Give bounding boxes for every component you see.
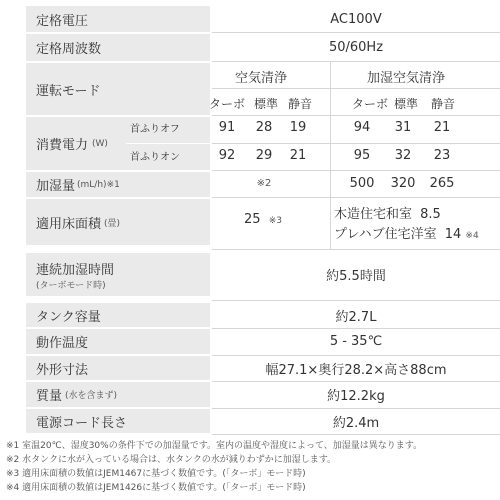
- label-humidification: 加湿量: [36, 179, 76, 194]
- power-on-air-turbo: 92: [218, 148, 236, 163]
- humidification-turbo: 500: [349, 176, 375, 191]
- label-operation-mode: 運転モード: [36, 83, 101, 99]
- value-rated-voltage: AC100V: [330, 11, 382, 27]
- header-cord: [26, 409, 210, 433]
- divider: [212, 143, 500, 144]
- power-off-humid-turbo: 94: [353, 120, 371, 135]
- power-on-air-quiet: 21: [289, 148, 307, 163]
- label-mass-sub: (水を含まず): [65, 391, 118, 401]
- value-cord: 約2.4m: [332, 415, 380, 431]
- value-temperature: 5 - 35℃: [329, 334, 383, 349]
- label-floor-area: 適用床面積: [36, 216, 102, 232]
- power-on-air-standard: 29: [255, 148, 273, 163]
- label-rated-frequency: 定格周波数: [36, 42, 102, 57]
- label-humidification-note: ※1: [106, 179, 120, 190]
- footnote-2: ※2 水タンクに水が入っている場合は、水タンクの水が減りわずかに加湿します。: [6, 455, 337, 465]
- floor-area-air-value: 25: [244, 212, 261, 227]
- divider: [330, 62, 331, 249]
- label-swing-off: 首ふりオフ: [130, 124, 180, 135]
- value-continuous: 約5.5時間: [326, 269, 386, 284]
- label-tank: タンク容量: [36, 309, 101, 325]
- humidification-standard: 320: [390, 176, 416, 191]
- header-operation-mode: [26, 63, 210, 115]
- mode-air-quiet: 静音: [287, 97, 313, 111]
- humidification-quiet: 265: [429, 176, 455, 191]
- mode-air-standard: 標準: [253, 97, 279, 111]
- label-power: 消費電力: [36, 138, 89, 153]
- divider: [212, 61, 500, 62]
- label-swing-on: 首ふりオン: [130, 152, 180, 163]
- floor-area-prefab-text: プレハブ住宅洋室: [334, 227, 437, 242]
- power-off-air-standard: 28: [255, 120, 273, 135]
- power-off-air-turbo: 91: [218, 120, 236, 135]
- header-temperature: [26, 329, 210, 354]
- floor-area-wood-value: 8.5: [420, 207, 441, 222]
- header-continuous: [26, 253, 210, 296]
- header-rated-frequency: [26, 34, 210, 61]
- header-humidification: [26, 172, 210, 197]
- label-dimensions: 外形寸法: [36, 362, 89, 378]
- mode-group-air: 空気清浄: [234, 71, 288, 86]
- label-temperature: 動作温度: [36, 336, 89, 351]
- floor-area-air: [244, 212, 282, 227]
- header-tank: [26, 303, 210, 327]
- label-cord: 電源コード長さ: [36, 415, 128, 431]
- divider: [212, 170, 500, 171]
- mode-group-humid: 加湿空気清浄: [366, 71, 446, 86]
- label-rated-voltage: 定格電圧: [36, 13, 89, 29]
- power-off-air-quiet: 19: [289, 120, 307, 135]
- floor-area-humid-prefab: [334, 223, 479, 242]
- label-power-unit: (W): [92, 138, 108, 149]
- footnote-4: ※4 適用床面積の数値はJEM1426に基づく数値です。(「ターボ」モード時): [6, 483, 306, 493]
- divider: [212, 88, 500, 89]
- power-off-humid-quiet: 21: [433, 120, 451, 135]
- humidification-air-value: ※2: [256, 178, 272, 189]
- divider: [212, 355, 500, 356]
- label-mass: 質量: [36, 389, 63, 404]
- power-on-humid-quiet: 23: [433, 148, 451, 163]
- divider: [212, 249, 500, 250]
- divider: [212, 197, 500, 198]
- divider: [212, 328, 500, 329]
- header-floor-area: [26, 199, 210, 245]
- mode-humid-standard: 標準: [393, 97, 419, 111]
- floor-area-prefab-value: 14: [444, 227, 462, 242]
- mode-humid-turbo: ターボ: [351, 97, 389, 111]
- footnote-3: ※3 適用床面積の数値はJEM1467に基づく数値です。(「ターボ」モード時): [6, 469, 306, 479]
- value-mass: 約12.2kg: [327, 389, 385, 404]
- value-rated-frequency: 50/60Hz: [328, 40, 384, 55]
- mode-air-turbo: ターボ: [208, 97, 246, 111]
- divider: [212, 434, 500, 435]
- header-dimensions: [26, 356, 210, 380]
- divider: [212, 115, 500, 116]
- floor-area-prefab-note: ※4: [465, 231, 479, 241]
- label-floor-area-unit: (畳): [104, 218, 121, 229]
- divider: [212, 32, 500, 33]
- divider: [212, 300, 500, 301]
- mode-humid-quiet: 静音: [430, 97, 456, 111]
- divider: [212, 408, 500, 409]
- header-rated-voltage: [26, 6, 210, 32]
- divider: [126, 143, 210, 144]
- label-humidification-unit: (mL/h): [77, 179, 107, 190]
- floor-area-air-note: ※3: [268, 216, 282, 226]
- value-dimensions: 幅27.1×奥行28.2×高さ88cm: [265, 362, 447, 378]
- label-continuous: 連続加湿時間: [36, 262, 115, 278]
- divider: [212, 381, 500, 382]
- header-mass: [26, 382, 210, 407]
- floor-area-humid-wood: [334, 203, 441, 222]
- label-continuous-sub: (ターボモード時): [36, 280, 106, 291]
- power-on-humid-turbo: 95: [353, 148, 371, 163]
- footnote-1: ※1 室温20℃、湿度30%の条件下での加湿量です。室内の温度や湿度によって、加湿量は異なります。: [6, 441, 423, 451]
- floor-area-wood-text: 木造住宅和室: [334, 207, 413, 222]
- power-off-humid-standard: 31: [394, 120, 412, 135]
- power-on-humid-standard: 32: [394, 148, 412, 163]
- value-tank: 約2.7L: [335, 309, 377, 325]
